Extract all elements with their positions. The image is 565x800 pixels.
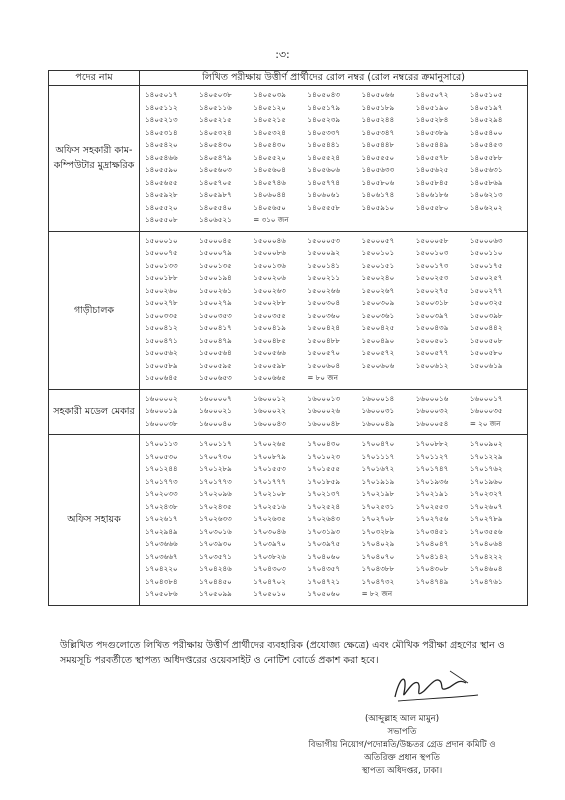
roll-number: ১৭০৩৪৫১ [415, 526, 449, 536]
handwritten-signature [300, 665, 500, 707]
roll-number: ১৭০৩২৮৯ [361, 526, 395, 536]
roll-number: ১৭০০৪৭০ [361, 439, 395, 448]
roll-number: ১৪০৫১২০ [253, 102, 286, 112]
roll-number: ১৫০০৪১৭ [199, 323, 232, 332]
roll-number: ১৫০০১০১ [361, 248, 395, 257]
roll-number: ১৪০৫৪৩০ [253, 140, 286, 149]
roll-number: ১৪০৫০৭২ [415, 90, 449, 99]
roll-number: ১৭০০৫৩০ [145, 451, 178, 461]
roll-numbers-cell [140, 86, 528, 232]
roll-number: ১৭০০১১৩ [145, 439, 178, 448]
roll-number: ১৪০৫৫০৮ [145, 215, 178, 224]
roll-number: ১৪০৫০৩৮ [199, 90, 232, 99]
roll-number: ১৭০২৫২৪ [307, 501, 341, 511]
roll-number: ১৭০৪৩৮৮ [361, 564, 395, 573]
roll-number: ১৫০০০৭৯ [199, 248, 232, 257]
roll-number: ১৬০০০১৭ [469, 393, 503, 403]
roll-number: ১৭০২৩২৭ [469, 489, 503, 498]
group-total: = ২০ জন [469, 418, 501, 428]
roll-number: ১৪০৫১০৫ [469, 90, 503, 99]
roll-number: ১৫০০০৮৬ [253, 248, 286, 257]
roll-number: ১৭০২১৯১ [415, 489, 449, 498]
roll-number: ১৫০০৫৮০ [469, 348, 503, 357]
roll-number: ১৭০১৭৭৩ [199, 476, 232, 486]
roll-number: ১৭০১২৪৪ [145, 464, 178, 473]
roll-number: ১৭০১৭৬২ [469, 464, 503, 473]
roll-number: ১৫০০৩৬০ [307, 310, 341, 320]
roll-number: ১৭০১৮৫৯ [307, 476, 341, 486]
roll-number: ১৪০৫৯১০ [361, 202, 395, 212]
roll-number: ১৬০০০৩২ [415, 406, 449, 415]
roll-number: ১৭০৩০১৬ [199, 526, 232, 536]
roll-number: ১৬০০০১৯ [145, 406, 178, 415]
roll-number: ১৭০১৭৪৭ [415, 464, 449, 473]
roll-number: ১৭০০৮৭৯ [253, 451, 286, 461]
roll-number: ১৫০০৩৯৭ [415, 310, 449, 320]
roll-number: ১৫০০১৯৪ [199, 273, 232, 282]
roll-number: ১৫০০৩৬১ [361, 310, 395, 320]
roll-number: ১৫০০৬০৪ [307, 360, 341, 370]
roll-number: ১৪০৫৪০০ [469, 127, 503, 137]
roll-number: ১৭০২৬১৭ [145, 514, 178, 523]
roll-number: ১৭০৩৯৩০ [199, 539, 232, 548]
roll-number: ১৫০০২৭৭ [469, 285, 503, 295]
roll-number: ১৭০২৯৪৯ [145, 526, 178, 536]
post-column-header: পদের নাম [49, 71, 140, 86]
roll-number: ১৭০২১০৮ [253, 489, 286, 498]
footnote-text: উল্লিখিত পদগুলোতে লিখিত পরীক্ষায় উত্তীর্ণ প্রার্থীদের ব্যবহারিক (প্রযোজ্য ক্ষেত্রে) এবং মৌখিক পরীক্ষা গ্রহণের স্থান ও সময়সূচি পরবর্তীতে স্থাপত্য অধিদপ্তরের ওয়েবসাইট ও নোটিশ বোর্ডে প্রকাশ করা হবে। [60, 640, 505, 666]
roll-number: ১৭০১২২৯ [469, 451, 503, 461]
roll-number: ১৫০০১৩৩ [145, 260, 178, 270]
roll-number: ১৭০৪৭০২ [253, 576, 286, 586]
roll-number: ১৬০০০২১ [199, 406, 232, 415]
roll-number: ১৫০০৫০১ [415, 335, 449, 345]
roll-number: ১৭০২৭৫৬ [415, 514, 449, 523]
roll-number: ১৫০০১৫১ [361, 260, 395, 270]
roll-number: ১৭০২৭৮৯ [469, 514, 503, 523]
roll-number: ১৫০০০৯২ [307, 248, 341, 257]
roll-number: ১৭০৪১৪২ [415, 551, 449, 561]
roll-number: ১৪০৫৩৮৯ [415, 127, 449, 137]
roll-number: ১৭০৪২৪৬ [199, 564, 232, 573]
roll-number: ১৫০০৪৭৯ [199, 335, 232, 345]
roll-number: ১৭০২০৯৬ [199, 489, 232, 498]
roll-number: ১৭০২৪৩৮ [145, 501, 178, 511]
table-body [49, 86, 528, 606]
roll-number: ১৪০৫৪২০ [145, 140, 178, 149]
roll-number: ১৭০১৯৬০ [469, 476, 503, 486]
roll-number: ১৭০৪৭২১ [307, 576, 341, 586]
group-total: = ৮০ জন [307, 373, 339, 382]
roll-number: ১৪০৫৫২৪ [307, 152, 341, 162]
roll-number: ১৭০৪০৭০ [361, 551, 395, 561]
roll-number: ১৭০১১২৭ [415, 451, 449, 461]
table-row [49, 231, 528, 389]
roll-grid [145, 235, 524, 385]
roll-number: ১৫০০২৮৮ [253, 298, 286, 307]
roll-number: ১৪০৫৫২০ [253, 152, 286, 162]
roll-number: ১৫০০০৪৬ [253, 235, 286, 245]
roll-number: ১৪০৫২১৫ [253, 115, 286, 124]
roll-number: ১৫০০০৫৩ [307, 235, 341, 245]
roll-number: ১৪০৫৩২৪ [253, 127, 286, 137]
roll-number: ১৫০০২৬৭ [361, 285, 395, 295]
roll-number: ১৭০৪৩৫৭ [307, 564, 341, 573]
roll-number: ১৪০৫১১৬ [199, 102, 232, 112]
group-total: = ৮২ জন [361, 589, 393, 598]
roll-grid [145, 438, 524, 601]
roll-number: ১৫০০৪২৫ [361, 323, 395, 332]
roll-number: ১৭০২১৩৭ [307, 489, 341, 498]
roll-number: ১৪০৫৬৫০ [253, 202, 286, 212]
roll-number: ১৫০০২৬১ [199, 285, 232, 295]
roll-number: ১৫০০৪১৯ [253, 323, 286, 332]
roll-number: ১৫০০২৫৭ [469, 273, 503, 282]
roll-number: ১৫০০২০৬ [253, 273, 286, 282]
roll-number: ১৫০০১৭৩ [415, 260, 449, 270]
roll-number: ১৫০০৪৪২ [469, 323, 503, 332]
roll-number: ১৬০০০৪৩ [253, 418, 286, 428]
post-name-cell: সহকারী মডেল মেকার [49, 389, 140, 435]
roll-number: ১৫০০০১০ [145, 235, 178, 245]
roll-number: ১৭০২১৯৮ [361, 489, 395, 498]
roll-number: ১৪০৫৭০৫ [199, 177, 232, 187]
roll-number: ১৭০২৫৫৩ [415, 501, 449, 511]
roll-number: ১৭০৪০৬৪ [469, 539, 503, 548]
roll-number: ১৭০২৬৩৩ [199, 514, 232, 523]
roll-number: ১৭০৫০১০ [253, 589, 286, 598]
roll-number: ১৬০০০২২ [253, 406, 286, 415]
roll-number: ১৬০০০৪৮ [307, 418, 341, 428]
roll-number: ১৬০০০০৭ [199, 393, 232, 403]
roll-number: ১৭০২৭০৮ [361, 514, 395, 523]
roll-number: ১৬০০০১৪ [361, 393, 395, 403]
roll-number: ১৭০০৪৩০ [307, 439, 341, 448]
roll-number: ১৭০৩৯৭৫ [307, 539, 341, 548]
roll-number: ১৭০০২৬৫ [253, 439, 286, 448]
roll-number: ১৭০২০৩৩ [145, 489, 178, 498]
roll-number: ১৪০৫২১৩ [145, 115, 178, 124]
roll-number: ১৪০৫৮৪৫ [415, 177, 449, 187]
roll-number: ১৪০৫০৬৬ [361, 90, 395, 99]
table-header-row [49, 71, 528, 86]
roll-number: ১৪০৫৫৭৮ [415, 152, 449, 162]
roll-number: ১৫০০৪৭১ [145, 335, 178, 345]
roll-number: ১৪০৫৪৫৩ [469, 140, 503, 149]
roll-number: ১৬০০০৪৯ [361, 418, 395, 428]
roll-number: ১৪০৫১৮৯ [361, 102, 395, 112]
roll-number: ১৬০০০৫৪ [415, 418, 449, 428]
roll-number: ১৫০০০৭৫ [145, 248, 178, 257]
roll-number: ১৫০০১৮৮ [145, 273, 178, 282]
roll-number: ১৭০১৭৭৩ [145, 476, 178, 486]
roll-number: ১৪০৬০৪৪ [253, 190, 286, 199]
roll-number: ১৫০০২৬৩ [253, 285, 286, 295]
roll-number: ১৪০৬১৭৪ [361, 190, 395, 199]
roll-number: ১৭০২৫৩১ [361, 501, 395, 511]
roll-number: ১৪০৫৬০৪ [253, 165, 286, 174]
roll-number: ১৪০৫৬০৬ [307, 165, 341, 174]
roll-number: ১৫০০৫৯৫ [199, 360, 232, 370]
roll-number: ১৪০৬১৮৬ [415, 190, 449, 199]
roll-number: ১৪০৫১১২ [145, 102, 178, 112]
roll-number: ১৫০০৬০৬ [361, 360, 395, 370]
roll-number: ১৪০৫০৪৩ [307, 90, 341, 99]
roll-number: ১৫০০১৩৫ [199, 260, 232, 270]
roll-number: ১৪০৫৫৮৮ [469, 152, 503, 162]
roll-number: ১৪০৫২১৫ [199, 115, 232, 124]
roll-number: ১৭০৩৬৬৭ [145, 551, 178, 561]
roll-number: ১৫০০৫৬২ [145, 348, 178, 357]
roll-number: ১৭০৪৪৫০ [199, 576, 232, 586]
roll-number: ১৭০৪৭৬১ [469, 576, 503, 586]
roll-number: ১৪০৬২১৩ [469, 190, 503, 199]
roll-number: ১৪০৫৮৬৯ [469, 177, 503, 187]
roll-number: ১৬০০০১৩ [307, 393, 341, 403]
table-row [49, 389, 528, 435]
roll-number: ১৫০০০৪৫ [199, 235, 232, 245]
roll-number: ১৫০০৫৭০ [307, 348, 341, 357]
roll-number: ১৬০০০১২ [253, 393, 286, 403]
roll-number: ১৫০০৩২৫ [469, 298, 503, 307]
roll-number: ১৫০০২১১ [307, 273, 341, 282]
roll-number: ১৪০৫৫৯০ [145, 165, 178, 174]
roll-number: ১৫০০২৪০ [361, 273, 395, 282]
committee-line-1: বিভাগীয় নিয়োগ/পদোন্নতি/উচ্চতর গ্রেড প্রদান কমিটি ও [308, 740, 496, 750]
roll-number: ১৬০০০১৬ [415, 393, 449, 403]
roll-number: ১৫০০৪৮৮ [307, 335, 341, 345]
page-number: :৩: [275, 48, 290, 61]
roll-number: ১৪০৫৩২৪ [199, 127, 232, 137]
roll-number: ১৪০৫৩৩৭ [307, 127, 341, 137]
roll-number: ১৭০১৫৫৩ [253, 464, 286, 473]
roll-number: ১৭০২৬০৭ [469, 501, 503, 511]
roll-number: ১৫০০৬১২ [415, 360, 449, 370]
roll-number: ১৭০১৫৫৫ [307, 464, 341, 473]
roll-number: ১৫০০২৭৯ [199, 298, 232, 307]
roll-number: ১৪০৫৫৮০ [415, 202, 449, 212]
roll-number: ১৭০১১১৭ [361, 451, 395, 461]
roll-number: ১৪০৫৬০৩ [199, 165, 232, 174]
roll-number: ১৭০২৪৩৫ [199, 501, 232, 511]
roll-numbers-cell [140, 389, 528, 435]
roll-number: ১৭০৩৫৫৬ [469, 526, 503, 536]
roll-number: ১৪০৫২৮৪ [415, 115, 449, 124]
roll-number: ১৫০০২৭৮ [145, 298, 178, 307]
roll-number: ১৭০৪০২৯ [361, 539, 395, 548]
roll-number: ১৫০০৪১২ [145, 323, 178, 332]
roll-number: ১৭০১৭৭৭ [253, 476, 286, 486]
roll-number: ১৫০০১৭৫ [469, 260, 503, 270]
group-total: = ৩১০ জন [253, 215, 289, 224]
roll-number: ১৭০৪৬০৪ [469, 564, 503, 573]
roll-number: ১৭০৪৭৩২ [361, 576, 395, 586]
rolls-column-header: লিখিত পরীক্ষায় উত্তীর্ণ প্রার্থীদের রোল নম্বর (রোল নম্বরের ক্রমানুসারে) [140, 71, 528, 86]
roll-number: ১৬০০০৪০ [199, 418, 232, 428]
roll-number: ১৫০০৬১৯ [469, 360, 503, 370]
roll-number: ১৭০৪২২০ [145, 564, 178, 573]
roll-number: ১৫০০১৪১ [307, 260, 341, 270]
roll-numbers-cell [140, 231, 528, 389]
roll-number: ১৪০৫৯২৮ [145, 190, 178, 199]
roll-number: ১৪০৬৫২১ [199, 215, 232, 224]
roll-number: ১৫০০৩৫৩ [199, 310, 232, 320]
roll-grid [145, 89, 524, 227]
roll-number: ১৭০৪৩৮৪ [145, 576, 178, 586]
roll-number: ১৫০০৬৫৩ [199, 373, 232, 382]
roll-number: ১৭০৫০৬০ [307, 589, 341, 598]
roll-number: ১৭০৪৭৪৯ [415, 576, 449, 586]
post-name-cell: অফিস সহকারী কাম-কম্পিউটার মুদ্রাক্ষরিক [49, 86, 140, 232]
roll-number: ১৫০০৩৫৫ [253, 310, 286, 320]
roll-number: ১৬০০০৩১ [361, 406, 395, 415]
roll-number: ১৫০০৩৯৮ [469, 310, 503, 320]
roll-number: ১৫০০১০৩ [415, 248, 449, 257]
roll-grid [145, 393, 524, 431]
roll-number: ১৪০৫৯৮৭ [199, 190, 232, 199]
roll-number: ১৫০০১৩৬ [253, 260, 286, 270]
roll-number: ১৪০৫৮০৬ [361, 177, 395, 187]
roll-number: ১৫০০৬৪৫ [145, 373, 178, 382]
results-table [48, 70, 528, 606]
roll-number: ১৫০০২৫৩ [415, 273, 449, 282]
roll-number: ১৭০৩০৪৬ [253, 526, 286, 536]
roll-number: ১৭০০৮৮২ [415, 439, 449, 448]
roll-number: ১৭০৩৯৭০ [253, 539, 286, 548]
roll-number: ১৭০৩৫৭১ [199, 551, 232, 561]
roll-number: ১৪০৫২৪৪ [361, 115, 395, 124]
roll-number: ১৪০৬২০২ [469, 202, 503, 212]
roll-number: ১৪০৫৬৩১ [469, 165, 503, 174]
roll-numbers-cell [140, 435, 528, 606]
roll-number: ১৭০১৯১৯ [361, 476, 395, 486]
roll-number: ১৬০০০২৬ [307, 406, 341, 415]
signatory-name: (আব্দুল্লাহ আল মামুন) [364, 714, 440, 724]
roll-number: ১৭০৪২২২ [469, 551, 503, 561]
table-row [49, 86, 528, 232]
roll-number: ১৫০০৩০৯ [361, 298, 395, 307]
roll-number: ১৫০০৩০৪ [307, 298, 341, 307]
roll-number: ১৫০০০৬৩ [469, 235, 503, 245]
post-name-cell: অফিস সহায়ক [49, 435, 140, 606]
roll-number: ১৫০০২৬০ [145, 285, 178, 295]
roll-number: ১৫০০৬৬৫ [253, 373, 286, 382]
signature-block [292, 713, 512, 778]
roll-number: ১৭০৪০৪৭ [415, 539, 449, 548]
roll-number: ১৪০৫৫২০ [145, 202, 178, 212]
committee-line-2: অতিরিক্ত প্রধান স্থপতি [364, 753, 440, 763]
roll-number: ১৪০৫৪৪১ [307, 140, 341, 149]
roll-number: ১৫০০৫৯৮ [253, 360, 286, 370]
roll-number: ১৪০৫০৩৯ [253, 90, 286, 99]
roll-number: ১৪০৫০১৭ [145, 90, 178, 99]
roll-number: ১৫০০৪২৪ [307, 323, 341, 332]
roll-number: ১৬০০০৩৮ [145, 418, 178, 428]
roll-number: ১৪০৫৫৪০ [199, 202, 232, 212]
roll-number: ১৭০৩৮২৬ [253, 551, 286, 561]
roll-number: ১৪০৬০৬১ [307, 190, 341, 199]
roll-number: ১৭০৩১৯৩ [307, 526, 341, 536]
roll-number: ১৪০৫৪৪৯ [415, 140, 449, 149]
roll-number: ১৭০১২৮৯ [199, 464, 232, 473]
roll-number: ১৭০৪৩০৮ [415, 564, 449, 573]
roll-number: ১৫০০০৫৮ [415, 235, 449, 245]
post-name-cell: গাড়ীচালক [49, 231, 140, 389]
roll-number: ১৪০৫৪৩০ [199, 140, 232, 149]
roll-number: ১৪০৫২৩৯ [307, 115, 341, 124]
roll-number: ১৫০০৪৩৯ [415, 323, 449, 332]
roll-number: ১৫০০৩১৮ [415, 298, 449, 307]
roll-number: ১৪০৫৪৭৯ [199, 152, 232, 162]
roll-number: ১৪০৫৩১৪ [145, 127, 178, 137]
roll-number: ১৭০০৭৩০ [199, 451, 232, 461]
roll-number: ১৫০০৫৭২ [361, 348, 395, 357]
roll-number: ১৪০৫৬৩৩ [361, 165, 395, 174]
roll-number: ১৭০১৬৭২ [361, 464, 395, 473]
roll-number: ১৪০৫৪৬৬ [145, 152, 178, 162]
roll-number: ১৫০০২৬৬ [307, 285, 341, 295]
roll-number: ১৪০৫৩৪৭ [361, 127, 395, 137]
roll-number: ১৭০৪৩০৩ [253, 564, 286, 573]
roll-number: ১৭০১৯৩৬ [415, 476, 449, 486]
roll-number: ১৭০৩৬৬৬ [145, 539, 178, 548]
roll-number: ১৫০০৪৯০ [361, 335, 395, 345]
roll-number: ১৭০২৫১৬ [253, 501, 286, 511]
table-row [49, 435, 528, 606]
roll-number: ১৫০০৫৬৪ [199, 348, 232, 357]
roll-number: ১৫০০৫০৮ [469, 335, 503, 345]
roll-number: ১৪০৫২৯৪ [469, 115, 503, 124]
roll-number: ১৪০৫৫৫৮ [307, 202, 341, 212]
roll-number: ১৫০০৫৭৭ [415, 348, 449, 357]
roll-number: ১৪০৫৪৪৮ [361, 140, 395, 149]
roll-number: ১৫০০১১০ [469, 248, 503, 257]
roll-number: ১৫০০৫৬৬ [253, 348, 286, 357]
roll-number: ১৬০০০৩৫ [469, 406, 503, 415]
roll-number: ১৫০০৩৩৫ [145, 310, 178, 320]
signatory-title: সভাপতি [387, 727, 417, 737]
roll-number: ১৪০৫১৯০ [415, 102, 449, 112]
roll-number: ১৭০৫০৯৯ [199, 589, 232, 598]
roll-number: ১৭০১০২৩ [307, 451, 341, 461]
roll-number: ১৪০৫৫৫০ [361, 152, 395, 162]
roll-number: ১৫০০২৭৫ [415, 285, 449, 295]
roll-number: ১৫০০০৫৭ [361, 235, 395, 245]
roll-number: ১৭০২৬৪৩ [307, 514, 341, 523]
roll-number: ১৪০৫৭৭৪ [307, 177, 341, 187]
roll-number: ১৪০৫১৭৯ [307, 102, 341, 112]
roll-number: ১৭০২৬৩৫ [253, 514, 286, 523]
roll-number: ১৪০৫৬২৫ [415, 165, 449, 174]
roll-number: ১৫০০৪৮৫ [253, 335, 286, 345]
roll-number: ১৪০৫১৯৭ [469, 102, 503, 112]
roll-number: ১৭০৫০৮৬ [145, 589, 178, 598]
roll-number: ১৭০০১১৭ [199, 439, 232, 448]
roll-number: ১৭০০৯০২ [469, 439, 503, 448]
roll-number: ১৭০৪০৬০ [307, 551, 341, 561]
office-name: স্থাপত্য অধিদপ্তর, ঢাকা। [361, 766, 443, 776]
roll-number: ১৪০৫৬৫৫ [145, 177, 178, 187]
roll-number: ১৫০০৫৮৯ [145, 360, 178, 370]
roll-number: ১৬০০০০২ [145, 393, 178, 403]
roll-number: ১৪০৫৭৪৬ [253, 177, 286, 187]
